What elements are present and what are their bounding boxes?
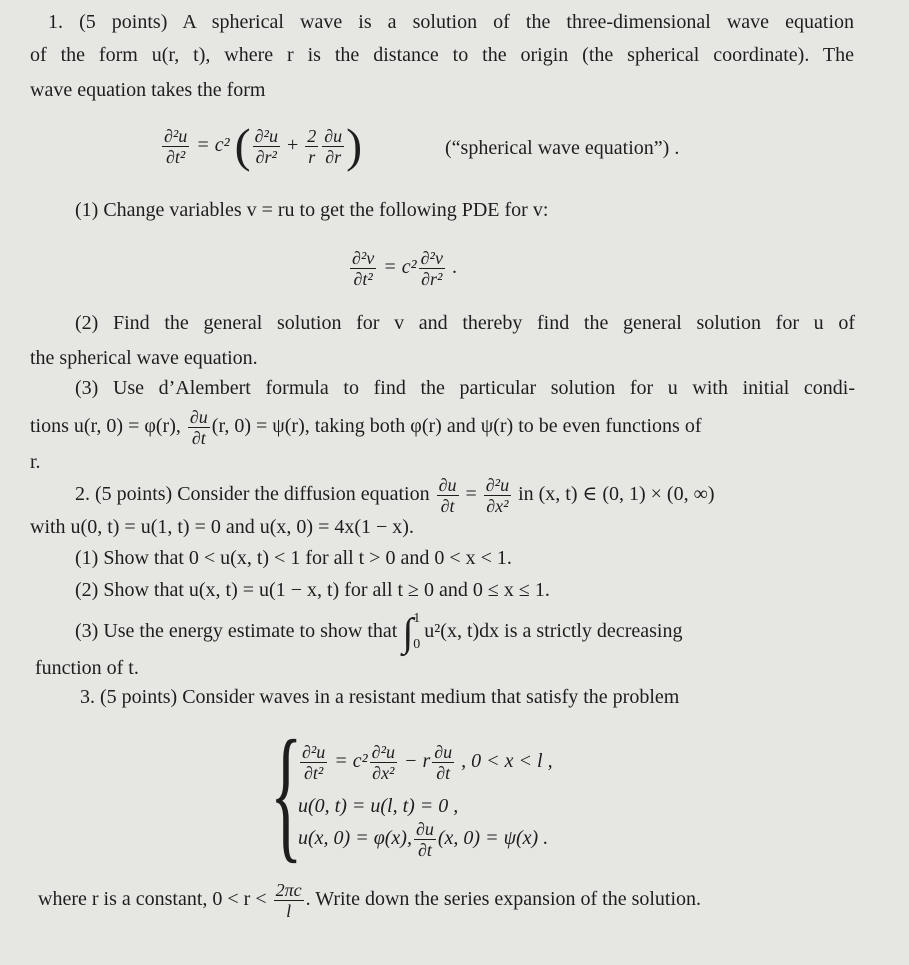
- text: 2. (5 points) Consider the diffusion equation: [75, 483, 430, 505]
- eq-sign: = c²: [383, 256, 417, 278]
- frac-num: ∂²u: [254, 125, 278, 146]
- system-row-3: [298, 815, 548, 861]
- frac-den: ∂x²: [486, 495, 509, 516]
- frac-den: ∂t: [436, 762, 451, 783]
- frac-den: ∂t: [191, 427, 206, 448]
- problem-2-part-3: [75, 606, 682, 658]
- frac-den: ∂t²: [353, 268, 373, 289]
- frac-num: 2: [307, 125, 317, 146]
- frac-den: ∂r²: [421, 268, 443, 289]
- frac-num: ∂²u: [302, 741, 326, 762]
- frac-num: ∂²u: [371, 741, 395, 762]
- eq-sign: = c²: [196, 134, 230, 156]
- eq-sign: =: [465, 483, 477, 505]
- text: (r, 0) = ψ(r), taking both φ(r) and ψ(r) to be even functions of: [211, 415, 702, 437]
- problem-1-intro: 1. (5 points) A spherical wave is a solution of the three-dimensional wave equation: [48, 11, 854, 33]
- text: in (x, t) ∈ (0, 1) × (0, ∞): [518, 483, 715, 505]
- text: (3) Use the energy estimate to show that: [75, 620, 398, 642]
- frac-num: ∂u: [324, 125, 343, 146]
- frac-den: ∂t²: [304, 762, 324, 783]
- frac-den: ∂x²: [372, 762, 395, 783]
- problem-1-part-1: (1) Change variables v = ru to get the following PDE for v:: [75, 199, 549, 221]
- frac-num: ∂u: [438, 474, 457, 495]
- pde-for-v: [348, 240, 457, 294]
- frac-den: r: [308, 146, 316, 167]
- eq-sign: = c²: [334, 750, 368, 772]
- problem-3-intro: 3. (5 points) Consider waves in a resistant medium that satisfy the problem: [80, 686, 680, 708]
- problem-2-part-1: (1) Show that 0 < u(x, t) < 1 for all t > 0 and 0 < x < 1.: [75, 547, 512, 569]
- frac-den: l: [286, 900, 292, 921]
- problem-1-line-2: of the form u(r, t), where r is the distance to the origin (the spherical coordinate). The: [30, 44, 854, 66]
- integral-sign: ∫: [402, 609, 414, 655]
- text: (x, 0) = ψ(x) .: [437, 827, 549, 849]
- condition: , 0 < x < l ,: [461, 750, 553, 772]
- text: u(x, 0) = φ(x),: [298, 827, 412, 849]
- problem-1-part-3: (3) Use d’Alembert formula to find the particular solution for u with initial condi-: [75, 377, 855, 399]
- system-row-1: [298, 738, 553, 784]
- plus: +: [286, 134, 299, 156]
- problem-1-part-3-end: r.: [30, 451, 41, 473]
- problem-2-conditions: with u(0, t) = u(1, t) = 0 and u(x, 0) = 4x(1 − x).: [30, 516, 414, 538]
- period: .: [451, 256, 457, 278]
- frac-num: ∂²u: [485, 474, 510, 495]
- upper-limit: 1: [413, 611, 421, 627]
- text: u²(x, t)dx is a strictly decreasing: [424, 620, 683, 642]
- problem-1-part-3-conditions: [30, 404, 701, 448]
- left-brace: {: [270, 710, 303, 876]
- problem-3-task: [38, 876, 701, 922]
- minus-term: − r: [403, 750, 431, 772]
- frac-num: 2πc: [275, 879, 302, 900]
- frac-num: ∂²u: [164, 125, 188, 146]
- equation-label: (“spherical wave equation”) .: [445, 137, 680, 159]
- frac-num: ∂u: [415, 818, 434, 839]
- frac-den: ∂r: [325, 146, 342, 167]
- problem-2-part-2: (2) Show that u(x, t) = u(1 − x, t) for all t ≥ 0 and 0 ≤ x ≤ 1.: [75, 579, 550, 601]
- problem-2-intro: [75, 472, 715, 516]
- lower-limit: 0: [413, 637, 421, 653]
- problem-1-line-3: wave equation takes the form: [30, 79, 266, 101]
- frac-num: ∂u: [434, 741, 453, 762]
- frac-num: ∂²v: [420, 247, 443, 268]
- spherical-wave-equation: $\frac{\text{∂²u}}{\text{∂t²}}$ = c² ( $\frac{\text{∂²u}}{\text{∂r²}}$ + $\frac{2}{r}$ $\frac{\partial u}{\partial r}$ ): [164, 119, 363, 173]
- frac-num: ∂²v: [352, 247, 375, 268]
- frac-den: ∂t²: [166, 146, 186, 167]
- text: where r is a constant, 0 < r <: [38, 888, 267, 910]
- frac-den: ∂r²: [255, 146, 277, 167]
- text: tions u(r, 0) = φ(r),: [30, 415, 181, 437]
- system-row-2: u(0, t) = u(l, t) = 0 ,: [298, 795, 459, 817]
- text: . Write down the series expansion of the solution.: [305, 888, 702, 910]
- problem-2-part-3-cont: function of t.: [35, 657, 139, 679]
- frac-den: ∂t: [440, 495, 455, 516]
- problem-1-part-2: (2) Find the general solution for v and thereby find the general solution for u of: [75, 312, 855, 334]
- problem-1-part-2-cont: the spherical wave equation.: [30, 347, 258, 369]
- frac-den: ∂t: [417, 839, 432, 860]
- frac-num: ∂u: [189, 406, 208, 427]
